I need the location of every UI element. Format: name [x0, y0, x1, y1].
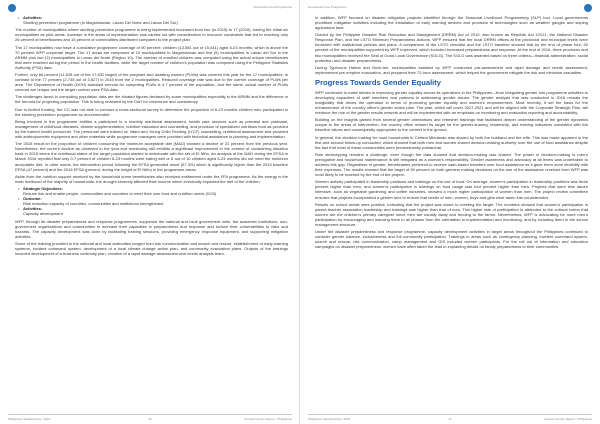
left-paragraph: Due to limited funding, the CO was not able to conduct a cross-sectional survey to determine the proportion of 6-23 months children who participated in the stunting prevention programme as recommended. [15, 106, 288, 117]
gender-paragraph: Under the disaster preparedness and response programme, capacity development activities in target areas throughout the Philippines continued to consider gender balance, inclusiveness and full community participation. Trainings in areas such as contingency planning, incident command system, search and rescue, risk communication, camp management and GIS included women participants. For the roll out of information and education campaigns on disaster preparedness, women have often taken the lead in explaining details on family preparedness to their communities. [315, 229, 588, 250]
gender-paragraph: WFP continued to make strides in improving gender equality across its operations in the Philippines—from integrating gender into programme activities to developing capacities of staff members and partners in addressing gender issues. The gender analysis that was conducted in 2016 reveals the marginality that drives the operation in terms of promoting gender equality and women's empowerment. Most recently, it set the basis for the enhancement of the country office's gender action plan. The plan, which will cover 2017-2021 and will be aligned with the Corporate Strategic Plan, will reinforce the role of the gender results network and will be implemented with an emphasis on monitoring and evaluation reporting and accountability. [315, 89, 588, 116]
left-paragraph: Further, only 66 percent (11,628 out of the 17,632 target) of the pregnant and lactating women (PLWs) was covered this year for the 17 municipalities, in contrast to the 77 percent (2,745 out of 3,627) in 2015 from the 2 municipalities. Reduced coverage rate was due to the current coverage of PLWs per area. The Department of Health (DOH) standard formula for computing PLWs is 4.7 percent of the population. Just the same, actual number of PLWs covered are unique and the target number uses PSA data. [15, 72, 288, 93]
left-paragraph: Being involved in the programme entitles a participant to a monthly nutritional assessment, health care services such as prenatal and postnatal, management of childhood diseases, vitamin supplementation, nutrition education and counselling, and provision of specialized nutritious food as provided by the trained health personnel. The personnel were trained on Infant and Young Child Feeding (IYCF) counselling, nutritional assessment and provided with anthropometric equipment and other materials while programme managers were provided with technical assistance in planning and implementation. [15, 118, 288, 140]
right-paragraph: In addition, WFP focused on disaster mitigation projects identified through the Seasonal Livelihood Programming (SLP) tool. Local governments prioritised mitigation activities including the installation of early warning devices and provision of technologies such as weather gauges and sloping agricultural land. [315, 15, 588, 31]
objectives-list [15, 186, 288, 216]
right-footer-org: Philippines Standard Doc. 2019 [308, 416, 351, 421]
gender-paragraph: Women actively participated in leadership positions and trainings on the use of food. On average, women's participation in leadership positions was three percent higher than men, and women's participation in trainings on food usage was four percent higher than men. Projects that were less labour intensive, such as vegetable gardening and coffee nurseries, showed a much higher participation of women than men. The project review committee ensured that projects incorporated a gender lens to ensure that needs of men, women, boys and girls were taken into consideration. [315, 179, 588, 200]
objective-label: Strategic Objectives: [23, 186, 63, 192]
objective-text: Capacity development [23, 211, 63, 217]
activities-item [15, 15, 288, 25]
left-paragraph: The 2016 result on the proportion of children consuming the minimum acceptable diet (MAD) showed a decline of 22 percent from the previous year. Nonetheless, the current decline as observed in the year-end monitoring still exhibits a significant improvement in the context of considering situation back in 2015 where the nutritional status of the target population started to deteriorate with the set of El Niño. An analysis of the MAD during the EFSA in March 2016 reported that only 0.7 percent of children 6-23 months were eating well or 6 out of 10 children aged 6-23 months did not meet the minimum acceptable diet. In other words, the intervention period following the EFSA generated result (57.3%) which is significantly higher than the 2015 baseline EFSA (47 percent) and the 2016 EFSA (percent, during the height of El Niño) in the programme areas. [15, 141, 288, 172]
wfp-logo-icon [584, 4, 592, 12]
left-footer-org: Philippines Standard Doc. 2019 [8, 416, 51, 421]
objective-label: Activities: [23, 206, 43, 212]
right-footer-report: Annual Country Report - Philippines [544, 416, 592, 421]
activities-text: Stunting prevention programme (in Maguindanao, Lanao Del Norte and Lanao Del Sur) [23, 20, 178, 26]
left-closing-paragraph: WFP, through its disaster preparedness and response programmes, supported the national and local government units, the academic institutions, non-government organizations and communities to increase their capacities in preparedness and response and reduce their vulnerabilities to risks and hazards. The capacity development was done by facilitating training sessions, providing emergency response equipment, and supporting mitigation activities. [15, 218, 288, 239]
objective-item [15, 196, 288, 206]
left-header-title: Household Food Programme [253, 5, 292, 9]
activities-list [15, 15, 288, 25]
left-paragraph: The 17 municipalities now have a cumulative programme coverage of 90 percent: children (13,581 out of 15,441) aged 6-23 months, which is above the 70 percent WFP corporate target. The 17 areas are composed of 10 municipalities in Maguindanao and five (5) municipalities in Lanao del Sur in the ARMM plus two (2) municipalities in Lanao del Norte (Region 10). The number of enrolled children was computed using the actual unique beneficiaries that were reached during the period in the health facilities, while the target number of children's population was computed using the Philippine Statistics Authority (PSA) data. [15, 44, 288, 70]
objective-label: Outcome: [23, 196, 42, 202]
gender-section-title: Progress Towards Gender Equality [315, 77, 442, 87]
objective-item [15, 186, 288, 196]
gender-paragraph: Role stereotyping remains a challenge, even though the data showed that decision-making was shared. The power in decision-making is men's prerogative and household maintenance is still relegated as a woman's responsibility. Gender awareness and advocacy at all levels was undertaken to address this gap. Regardless of gender, beneficiaries preferred to receive cash-based transfers over food assistance as it gave them more flexibility with their expenses. The results showed that the target of 50 percent on both genders making decisions on the use of the assistance received from WFP was most likely to be reached by the end of the project. [315, 151, 588, 178]
left-paragraph: The challenges faced in computing population data are the bloated figures declared by some municipalities especially in the ARMM and the difference in the formula for projecting population. This is being reviewed by the DoH for coherence and consistency. [15, 94, 288, 105]
left-body [15, 15, 288, 410]
gender-paragraph: In general, the decision making for most households in Central Mindanao was shared by both the husband and the wife. This was made apparent in the first and second follow-up conducted, which showed that both men and women shared decision-making authority over the use of food assistance despite the fact that most of these communities were predominantly patriarchal. [315, 134, 588, 150]
wfp-logo-icon [8, 4, 16, 12]
left-footer-page-number: 16 [148, 416, 152, 421]
objective-item [15, 206, 288, 216]
right-paragraph: During Typhoons Haima and Nock-ten, municipalities assisted by WFP conducted pre-assessment and rapid damage and needs assessment, implemented pre-emptive evacuation, and prepared their 72-hour assessment, which helped the government mitigate the risk and minimise casualties. [315, 64, 588, 75]
right-header-title: Household Food Programme [308, 5, 347, 9]
objective-text: Risk reduction capacity of countries, communities and institutions strengthened [23, 201, 164, 207]
right-page-header [308, 4, 592, 12]
right-paragraph: Guided by the Philippine Disaster Risk Reduction and Management (DRRM) Act of 2010, also known as Republic Act 10121, the National Disaster Response Plan, and the LSTO Minimum Preparedness Actions, WFP ensured that the local DRRM offices at the provincial and municipal levels were furnished with institutional policies and plans. A comparison of the LSTO checklist and the LSTO baseline showed that by the end of phase four, 90 percent of the municipalities supported by WFP improved, which included increased preparedness and response. At the end of 2016, three provinces and two municipalities received the Seal of Good Local Governance (SGLG). The SGLG was awarded based on three criteria—financial administration, social protection and disaster preparedness. [315, 32, 588, 63]
left-paragraph: Aside from the nutrition support received by the household some beneficiaries also received entitlement under the FFA programme. As the energy is the main livelihood of the majority of households, the drought severely affected their income which eventually impacted the diet of the children. [15, 173, 288, 184]
right-page-footer [308, 414, 592, 420]
right-body [315, 15, 588, 410]
left-footer-report: Annual Country Report - Philippines [244, 416, 292, 421]
activities-label: Activities: [23, 15, 43, 20]
gender-paragraph: Results on school meals were positive, indicating that the project was closer to meeting the target. The numbers showed that women's participation in parent-teacher association leadership and trainings was higher than that of men. This higher rate of participation is attributed to the cultural notion that women are the children's primary caregiver since men are usually away and tending to the farms. Nevertheless, WFP is advocating for more men's participation by encouraging and inducing them in all phases from the orientation to implementation and monitoring, and by including them in the school management structure. [315, 201, 588, 227]
objective-text: Reduce risk and enable people, communities and countries to meet their own food and nutrition needs (SO3) [23, 191, 217, 197]
right-page [300, 0, 600, 424]
gender-paragraph: Building on the insights gained from several gender orientations and refresher trainings that facilitated deeper understanding of the gender dynamics unique to the areas of intervention, the country office revised its target for the gender-sharing, leadership, and training indicators consistent with the baseline values and consequently appropriate to the context in the ground. [315, 117, 588, 133]
left-paragraph: The number of municipalities where stunting prevention programme is being implemented increased from two (in 2015) to 17 (2016), having the initial six municipalities as pilot areas. Increase in the areas of implementation was carried out with consideration to resource constraints that led to reaching only 26 percent of beneficiaries and 15 percent of commodities distributed compared to the project plan. [15, 27, 288, 43]
left-closing-paragraph: Some of the training provided to the national and local authorities ranged from risk communication and search and rescue, establishment of early warning systems, incident command system, development of a local climate change action plan, and community evacuation plans. Outputs of the trainings included development of a business continuity plan, creation of a rapid damage assessment and needs analysis team. [15, 240, 288, 257]
right-footer-page-number: 17 [448, 416, 452, 421]
left-page-footer [8, 414, 292, 420]
left-page-header [8, 4, 292, 12]
